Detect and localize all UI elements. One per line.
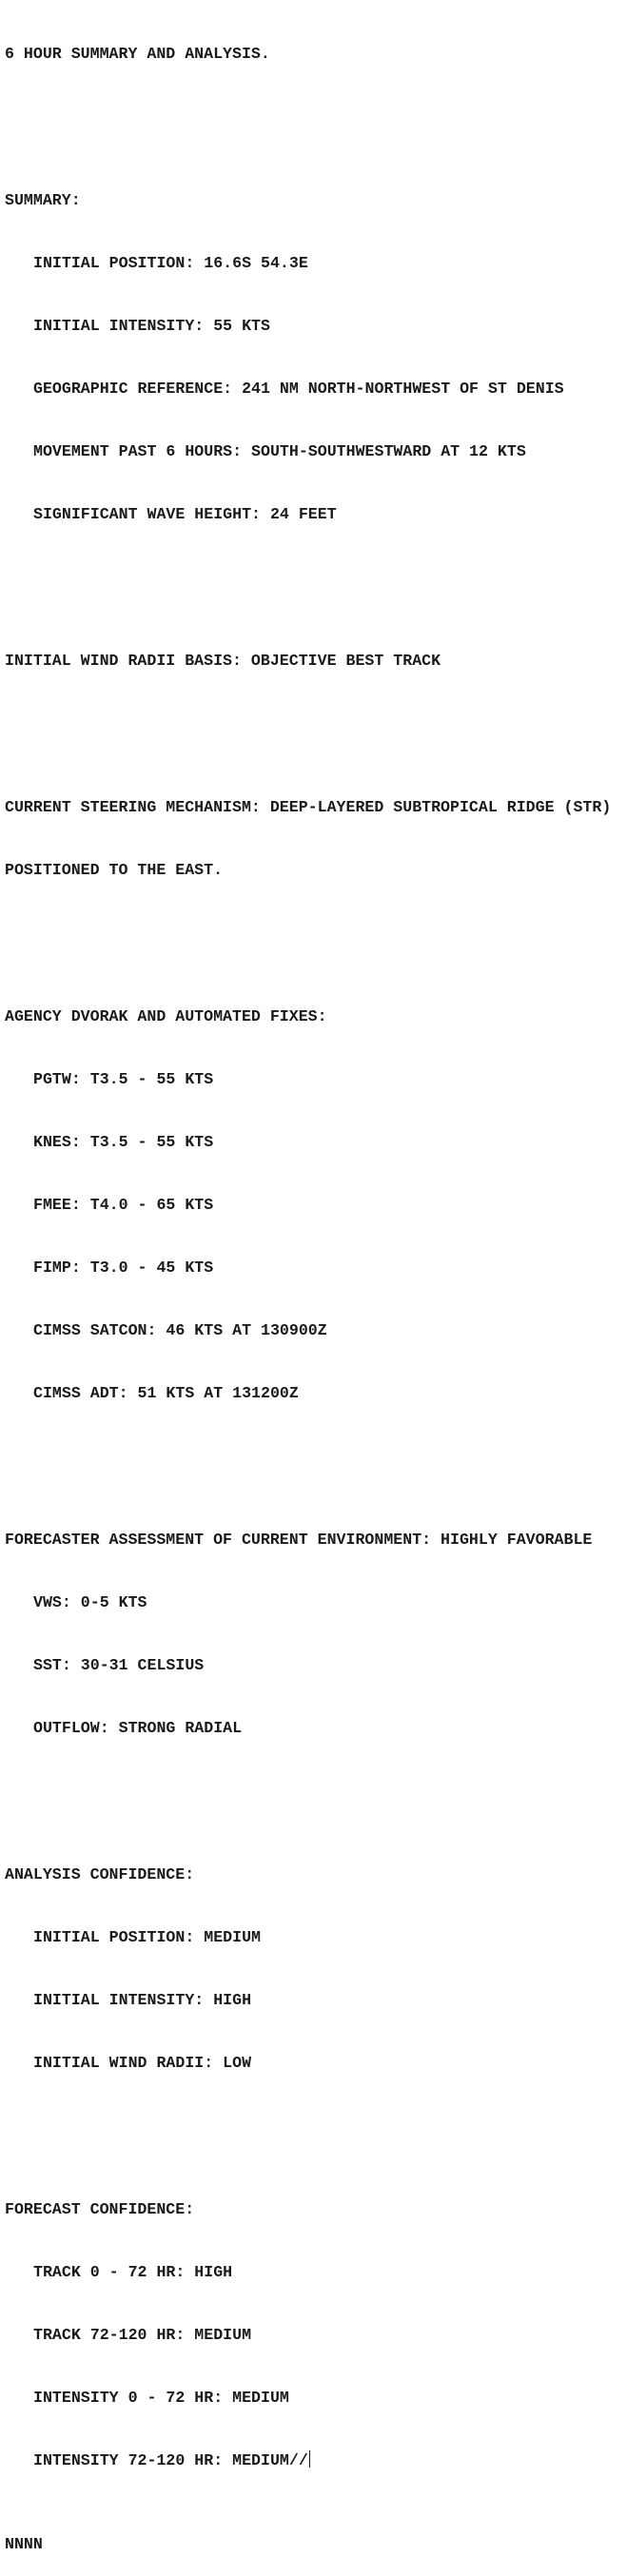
blank-line [5,1781,611,1802]
blank-line [5,107,611,127]
steering-line-2: POSITIONED TO THE EAST. [5,861,224,879]
initial-intensity-line: INITIAL INTENSITY: 55 KTS [33,317,270,335]
fix-knes: KNES: T3.5 - 55 KTS [33,1133,214,1151]
fixes-title: AGENCY DVORAK AND AUTOMATED FIXES: [5,1007,327,1025]
blank-line [5,1446,611,1467]
fix-pgtw: PGTW: T3.5 - 55 KTS [33,1070,214,1088]
fix-cimss-satcon: CIMSS SATCON: 46 KTS AT 130900Z [33,1321,327,1339]
blank-line [5,2116,611,2137]
forecast-confidence-track-0-72: TRACK 0 - 72 HR: HIGH [33,2263,233,2281]
forecast-confidence-intensity-72-120: INTENSITY 72-120 HR: MEDIUM// [33,2451,308,2469]
wave-height-line: SIGNIFICANT WAVE HEIGHT: 24 FEET [33,505,337,523]
text-cursor [309,2450,310,2468]
forecast-confidence-track-72-120: TRACK 72-120 HR: MEDIUM [33,2326,252,2344]
fix-cimss-adt: CIMSS ADT: 51 KTS AT 131200Z [33,1384,299,1402]
movement-line: MOVEMENT PAST 6 HOURS: SOUTH-SOUTHWESTWARD AT 12 KTS [33,442,526,460]
fix-fimp: FIMP: T3.0 - 45 KTS [33,1259,214,1277]
analysis-confidence-title: ANALYSIS CONFIDENCE: [5,1865,195,1883]
text-document[interactable] [5,2,611,2576]
steering-line-1: CURRENT STEERING MECHANISM: DEEP-LAYERED SUBTROPICAL RIDGE (STR) [5,798,612,816]
blank-line [5,923,611,944]
forecast-confidence-intensity-72-120-row [5,2450,611,2471]
environment-title: FORECASTER ASSESSMENT OF CURRENT ENVIRONMENT: HIGHLY FAVORABLE [5,1531,593,1549]
environment-vws: VWS: 0-5 KTS [33,1593,147,1611]
forecast-confidence-title: FORECAST CONFIDENCE: [5,2200,195,2218]
document-footer: NNNN [5,2535,43,2553]
analysis-confidence-intensity: INITIAL INTENSITY: HIGH [33,1991,252,2009]
initial-position-line: INITIAL POSITION: 16.6S 54.3E [33,254,308,272]
summary-title: SUMMARY: [5,191,81,209]
analysis-confidence-position: INITIAL POSITION: MEDIUM [33,1928,261,1946]
fix-fmee: FMEE: T4.0 - 65 KTS [33,1196,214,1214]
wind-radii-basis-line: INITIAL WIND RADII BASIS: OBJECTIVE BEST TRACK [5,652,441,670]
forecast-confidence-intensity-0-72: INTENSITY 0 - 72 HR: MEDIUM [33,2389,289,2407]
geographic-reference-line: GEOGRAPHIC REFERENCE: 241 NM NORTH-NORTHWEST OF ST DENIS [33,380,564,398]
environment-sst: SST: 30-31 CELSIUS [33,1656,205,1674]
document-header: 6 HOUR SUMMARY AND ANALYSIS. [5,45,270,63]
analysis-confidence-wind-radii: INITIAL WIND RADII: LOW [33,2054,252,2072]
blank-line [5,713,611,734]
blank-line [5,567,611,588]
environment-outflow: OUTFLOW: STRONG RADIAL [33,1719,243,1737]
